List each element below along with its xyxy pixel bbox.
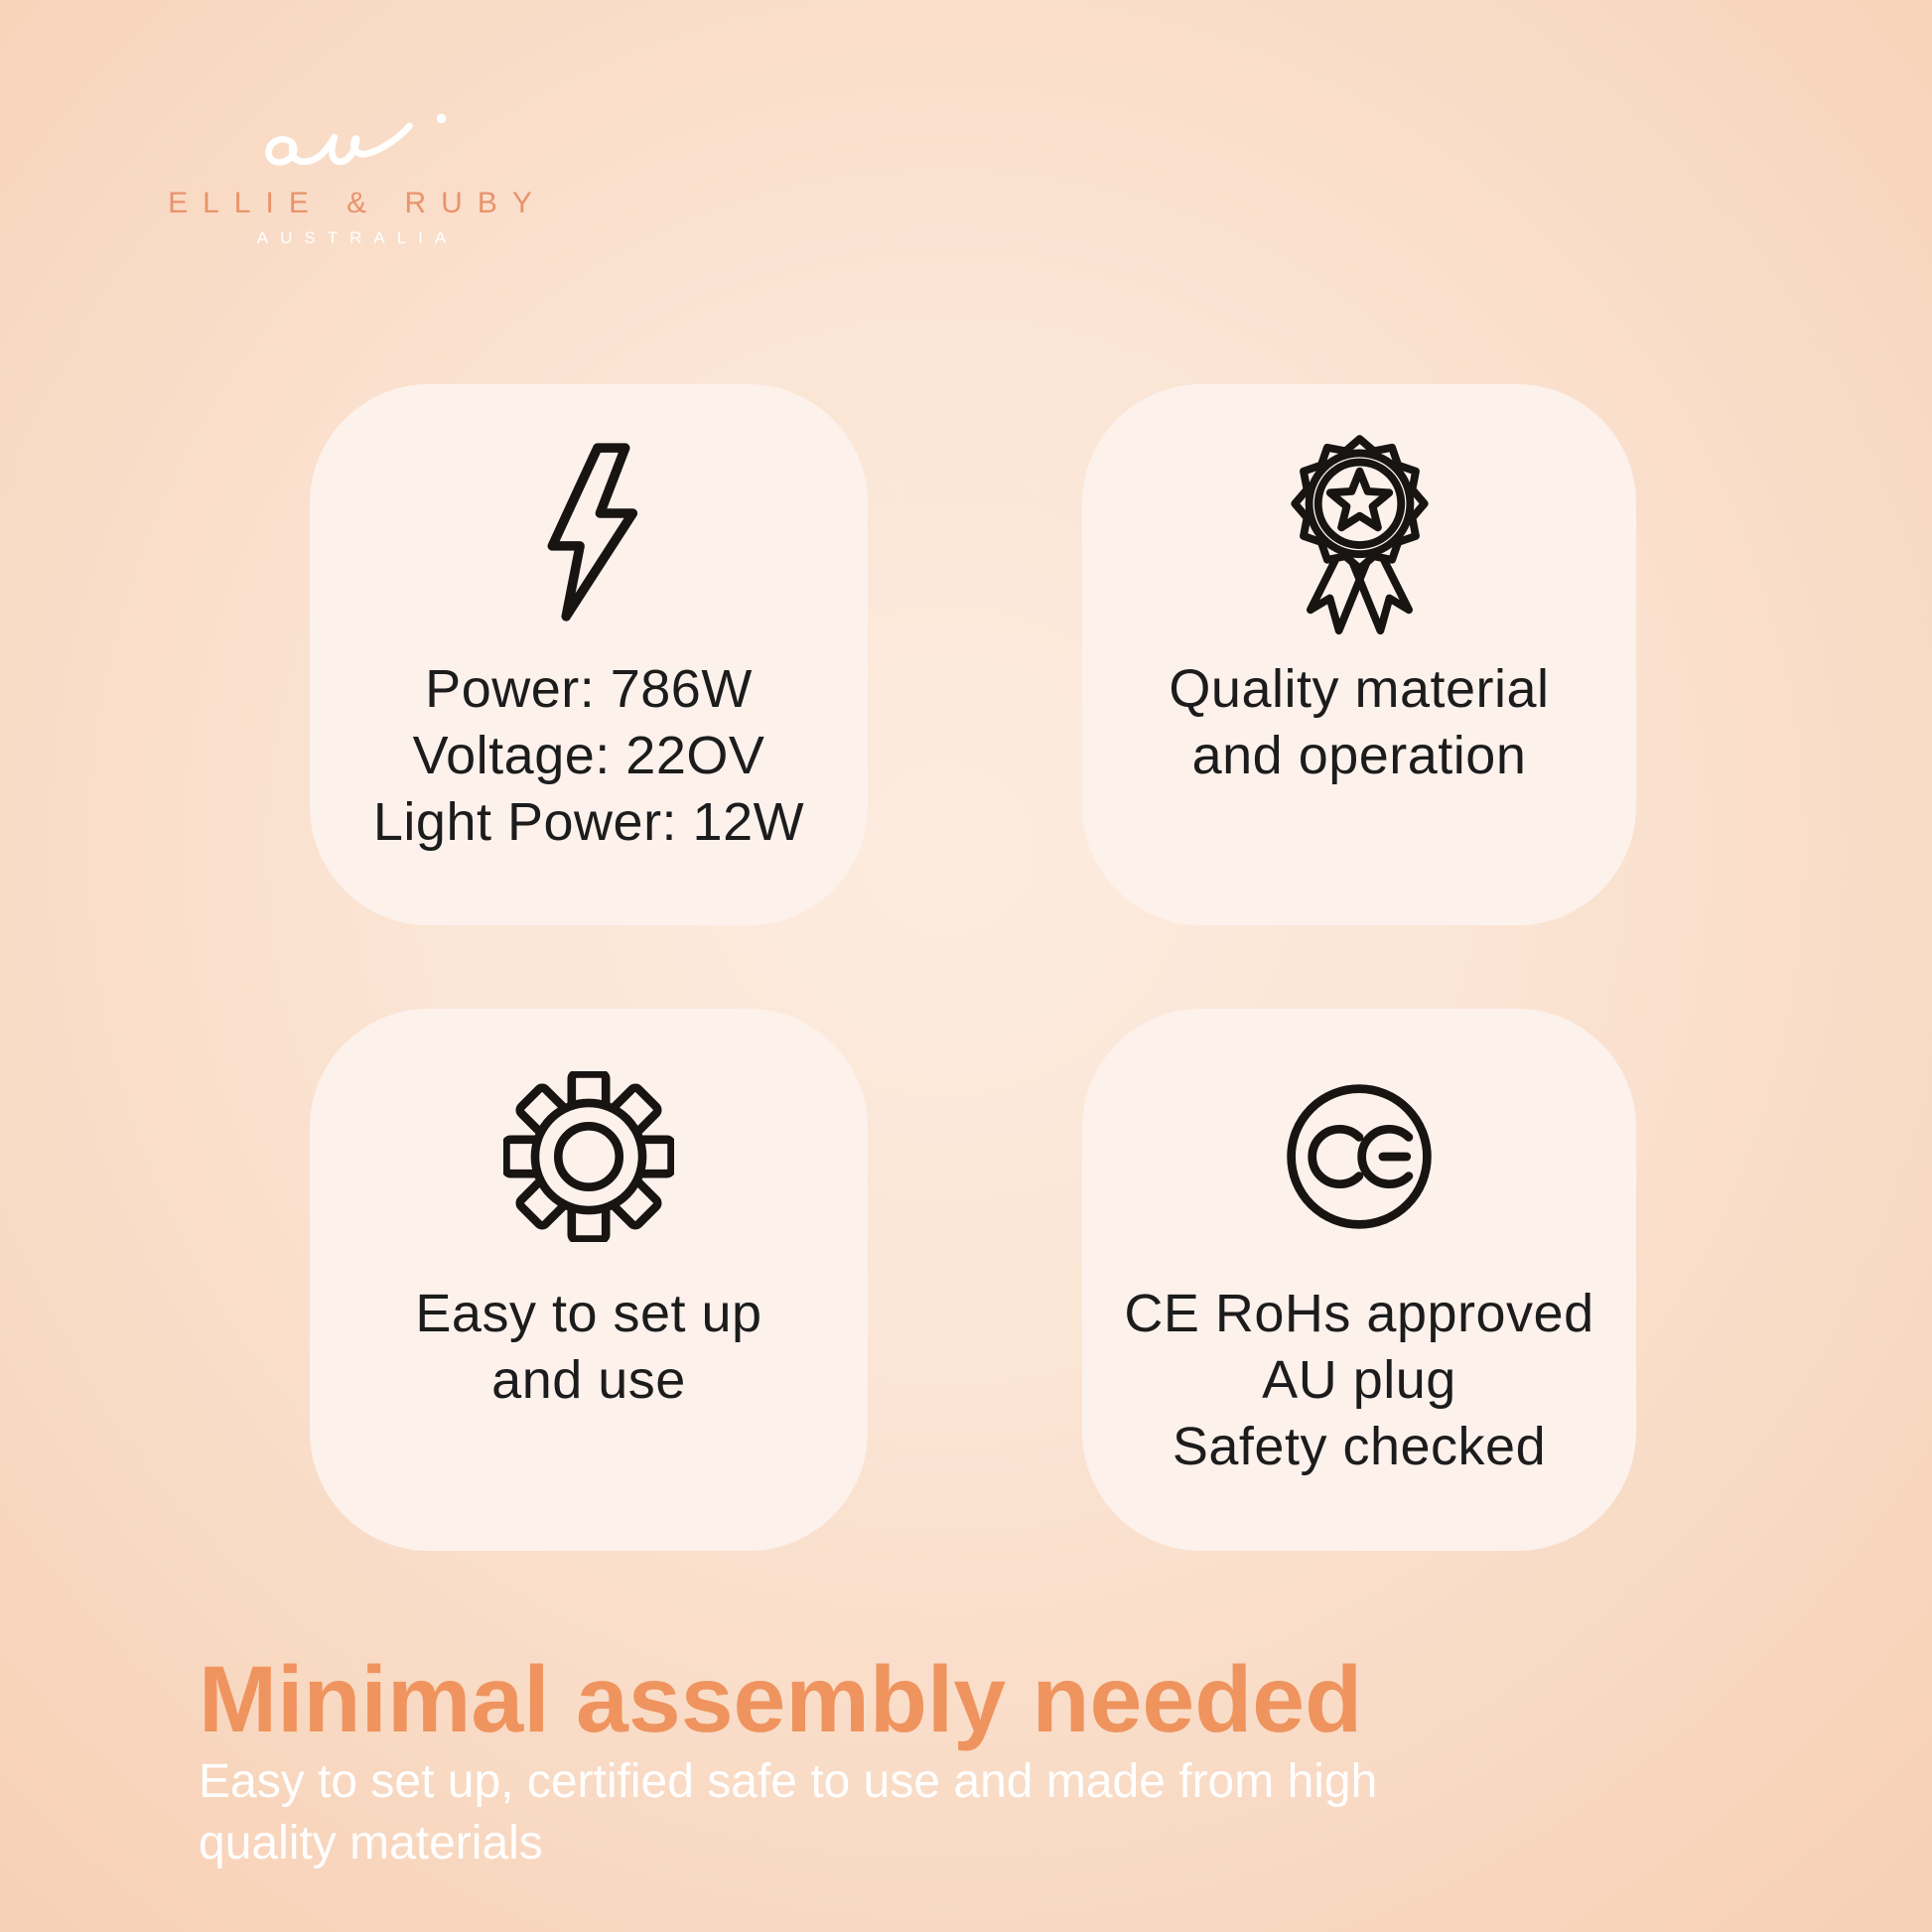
footer-subheading-line: Easy to set up, certified safe to use and made from high [199,1755,1378,1808]
brand-name: ELLIE & RUBY [168,187,547,219]
brand-logo [139,107,576,248]
card-icon-box [532,424,645,640]
footer-heading: Minimal assembly needed [199,1647,1363,1752]
award-ribbon-icon [1282,426,1438,638]
ce-mark-icon [1284,1081,1435,1232]
card-text-line: Easy to set up [415,1284,762,1343]
brand-country: AUSTRALIA [256,228,459,247]
card-icon-box [1284,1048,1435,1265]
footer-subheading [199,1751,1377,1874]
card-text-line: and operation [1191,726,1527,785]
card-text-line: AU plug [1262,1350,1456,1410]
card-setup [310,1009,868,1551]
card-text-line: Safety checked [1172,1417,1547,1476]
card-power-specs [310,384,868,925]
card-text-line: and use [491,1350,686,1410]
lightning-icon [532,438,645,626]
card-quality [1082,384,1636,925]
card-text-line: Light Power: 12W [372,792,805,852]
card-text-line: CE RoHs approved [1124,1284,1594,1343]
card-text [415,1281,761,1414]
footer-subheading-line: quality materials [199,1817,543,1869]
gear-icon [503,1071,674,1242]
brand-script-icon [256,107,475,177]
card-text-line: Voltage: 22OV [412,726,765,785]
card-text [373,656,804,856]
card-text-line: Quality material [1169,659,1550,719]
card-certification [1082,1009,1636,1551]
card-text [1169,656,1549,789]
card-icon-box [503,1048,674,1265]
card-text-line: Power: 786W [425,659,753,719]
card-text [1124,1281,1593,1480]
card-icon-box [1282,424,1438,640]
